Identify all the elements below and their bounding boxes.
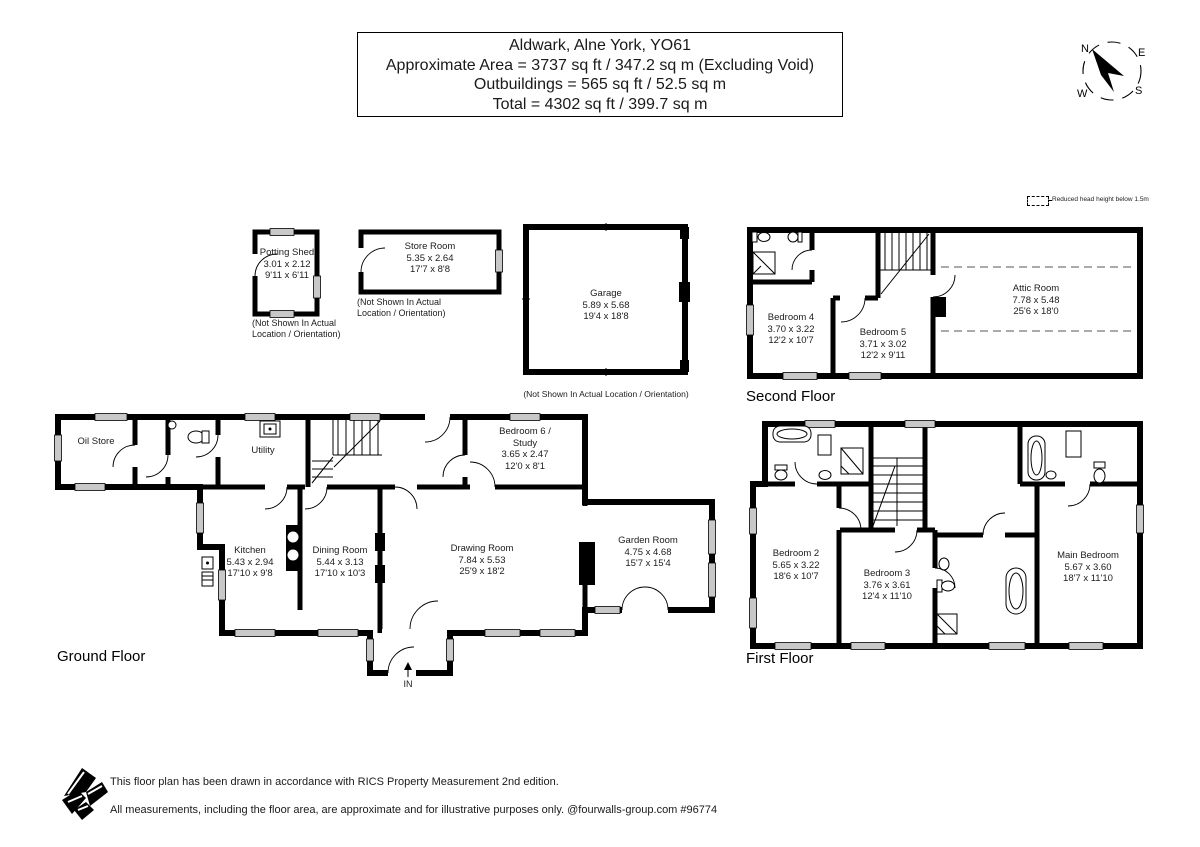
cabinet-icon: [818, 435, 831, 455]
room-label-utility: Utility: [251, 445, 275, 456]
room-label-garden-room: Garden Room 4.75 x 4.68 15'7 x 15'4: [618, 535, 678, 569]
room-label-dining-room: Dining Room 5.44 x 3.13 17'10 x 10'3: [312, 545, 368, 579]
window: [496, 250, 503, 272]
fourwalls-logo: [52, 758, 110, 822]
toilet-cistern: [202, 431, 209, 443]
chimney-breast: [579, 542, 595, 585]
sink-icon: [1046, 471, 1056, 479]
cabinet-icon: [1066, 431, 1081, 457]
sink-icon: [819, 471, 831, 480]
room-label-store-room: Store Room 5.35 x 2.64 17'7 x 8'8: [404, 241, 456, 275]
toilet-icon: [1094, 462, 1105, 468]
first-floor-plan: [745, 418, 1145, 653]
toilet-icon: [752, 232, 757, 242]
toilet-icon: [775, 465, 787, 470]
wall-pier: [680, 360, 689, 372]
compass-s: S: [1135, 85, 1143, 97]
room-label-bedroom6: Bedroom 6 / Study 3.65 x 2.47 12'0 x 8'1: [499, 426, 551, 472]
second-floor-label: Second Floor: [746, 388, 836, 405]
ground-floor-label: Ground Floor: [57, 648, 146, 665]
room-label-potting-shed: Potting Shed 3.01 x 2.12 9'11 x 6'11: [259, 247, 315, 281]
footer-disclaimer-1: This floor plan has been drawn in accordance with RICS Property Measurement 2nd edition.: [110, 776, 559, 788]
garage-door-post: [679, 282, 690, 302]
compass-n: N: [1081, 43, 1089, 55]
room-label-bedroom4: Bedroom 4 3.70 x 3.22 12'2 x 10'7: [767, 312, 815, 346]
sink-icon: [168, 421, 176, 429]
potting-shed-note: (Not Shown In Actual Location / Orientation): [252, 318, 341, 339]
room-label-garage: Garage 5.89 x 5.68 19'4 x 18'8: [582, 288, 630, 322]
sink-icon: [939, 558, 949, 570]
room-label-oil-store: Oil Store: [77, 436, 115, 447]
toilet-icon: [758, 233, 770, 242]
entrance-in-label: IN: [403, 679, 413, 689]
legend-label: Reduced head height below 1.5m: [1052, 196, 1149, 203]
footer-disclaimer-2: All measurements, including the floor area, are approximate and for illustrative purposes only. @fourwalls-group.com #96774: [110, 804, 718, 816]
title-box: [357, 32, 843, 117]
compass-rose: [1062, 28, 1162, 110]
total-area: Total = 4302 sq ft / 399.7 sq m: [492, 95, 708, 113]
room-label-bedroom3: Bedroom 3 3.76 x 3.61 12'4 x 11'10: [862, 568, 912, 602]
room-label-main-bedroom: Main Bedroom 5.67 x 3.60 18'7 x 11'10: [1057, 550, 1119, 584]
room-label-bedroom2: Bedroom 2 5.65 x 3.22 18'6 x 10'7: [772, 548, 820, 582]
room-label-bedroom5: Bedroom 5 3.71 x 3.02 12'2 x 9'11: [859, 327, 907, 361]
store-room-note: (Not Shown In Actual Location / Orientation): [357, 297, 446, 318]
window: [270, 311, 294, 318]
approximate-area: Approximate Area = 3737 sq ft / 347.2 sq m (Excluding Void): [385, 56, 815, 74]
sink-icon: [788, 232, 798, 242]
outbuildings-area: Outbuildings = 565 sq ft / 52.5 sq m: [473, 76, 727, 93]
compass-needle-icon: [1092, 49, 1124, 92]
compass-w: W: [1077, 88, 1088, 100]
garage-note: (Not Shown In Actual Location / Orientation): [523, 389, 689, 399]
sink-tap: [798, 232, 802, 242]
compass-e: E: [1138, 47, 1146, 59]
room-label-kitchen: Kitchen 5.43 x 2.94 17'10 x 9'8: [226, 545, 274, 579]
room-label-attic: Attic Room 7.78 x 5.48 25'6 x 18'0: [1012, 283, 1060, 317]
wall-pier: [680, 227, 689, 239]
room-label-drawing-room: Drawing Room 7.84 x 5.53 25'9 x 18'2: [450, 543, 514, 577]
window: [270, 229, 294, 236]
legend-swatch: [1027, 196, 1049, 206]
first-floor-label: First Floor: [746, 650, 814, 667]
property-address: Aldwark, Alne York, YO61: [508, 37, 692, 54]
